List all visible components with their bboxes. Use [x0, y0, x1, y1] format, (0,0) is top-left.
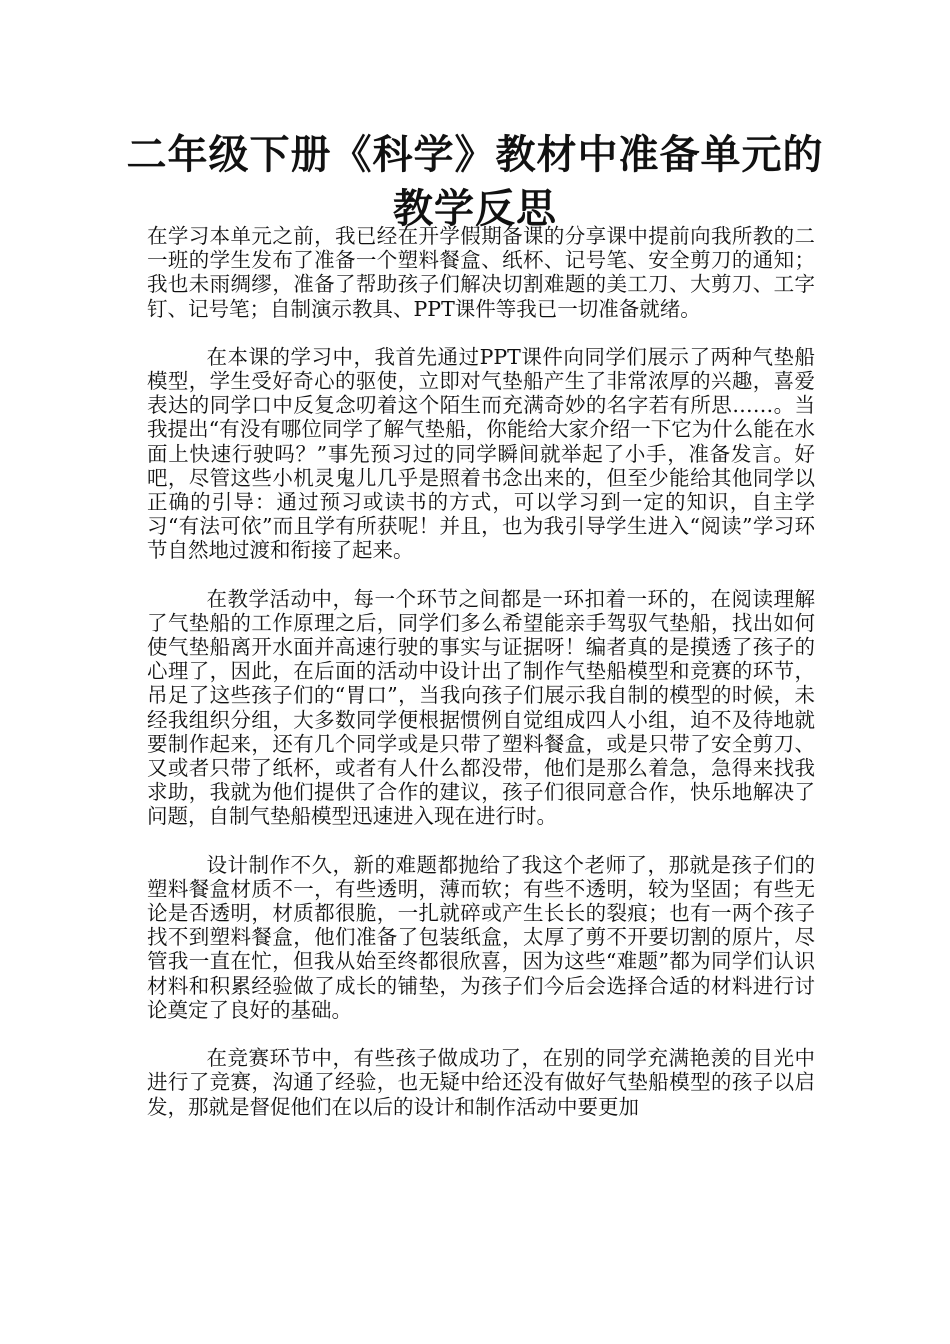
- paragraph-4: 设计制作不久，新的难题都抛给了我这个老师了，那就是孩子们的塑料餐盒材质不一，有些透明，薄而软；有些不透明，较为坚固；有些无论是否透明，材质都很脆，一扎就碎或产生长长的裂痕；也有一两个孩子找不到塑料餐盒，他们准备了包装纸盒，太厚了剪不开要切割的原片，尽管我一直在忙，但我从始至终都很欣喜，因为这些“难题”都为同学们认识材料和积累经验做了成长的铺垫，为孩子们今后会选择合适的材料进行讨论奠定了良好的基础。: [147, 852, 815, 1022]
- title-line-2: 教学反思: [393, 185, 557, 232]
- paragraph-3: 在教学活动中，每一个环节之间都是一环扣着一环的，在阅读理解了气垫船的工作原理之后，同学们多么希望能亲手驾驭气垫船，找出如何使气垫船离开水面并高速行驶的事实与证据呀！编者真的是摸透了孩子的心理了，因此，在后面的活动中设计出了制作气垫船模型和竞赛的环节，吊足了这些孩子们的“胃口”，当我向孩子们展示我自制的模型的时候，未经我组织分组，大多数同学便根据惯例自觉组成四人小组，迫不及待地就要制作起来，还有几个同学或是只带了塑料餐盒，或是只带了安全剪刀、又或者只带了纸杯，或者有人什么都没带，他们是那么着急，急得来找我求助，我就为他们提供了合作的建议，孩子们很同意合作，快乐地解决了问题，自制气垫船模型迅速进入现在进行时。: [147, 586, 815, 829]
- document-body: [147, 224, 815, 1143]
- title-line-1: 二年级下册《科学》教材中准备单元的: [126, 131, 824, 178]
- paragraph-1: 在学习本单元之前，我已经在开学假期备课的分享课中提前向我所教的二一班的学生发布了准备一个塑料餐盒、纸杯、记号笔、安全剪刀的通知；我也未雨绸缪，准备了帮助孩子们解决切割难题的美工刀、大剪刀、工字钉、记号笔；自制演示教具、PPT课件等我已一切准备就绪。: [147, 224, 815, 321]
- paragraph-2: 在本课的学习中，我首先通过PPT课件向同学们展示了两种气垫船模型，学生受好奇心的驱使，立即对气垫船产生了非常浓厚的兴趣，喜爱表达的同学口中反复念叨着这个陌生而充满奇妙的名字若有所思……。当我提出“有没有哪位同学了解气垫船，你能给大家介绍一下它为什么能在水面上快速行驶吗？”事先预习过的同学瞬间就举起了小手，准备发言。好吧，尽管这些小机灵鬼儿几乎是照着书念出来的，但至少能给其他同学以正确的引导：通过预习或读书的方式，可以学习到一定的知识，自主学习“有法可依”而且学有所获呢！并且，也为我引导学生进入“阅读”学习环节自然地过渡和衔接了起来。: [147, 344, 815, 563]
- document-title: [120, 128, 830, 236]
- paragraph-5: 在竞赛环节中，有些孩子做成功了，在别的同学充满艳羡的目光中进行了竞赛，沟通了经验，也无疑中给还没有做好气垫船模型的孩子以启发，那就是督促他们在以后的设计和制作活动中要更加: [147, 1046, 815, 1119]
